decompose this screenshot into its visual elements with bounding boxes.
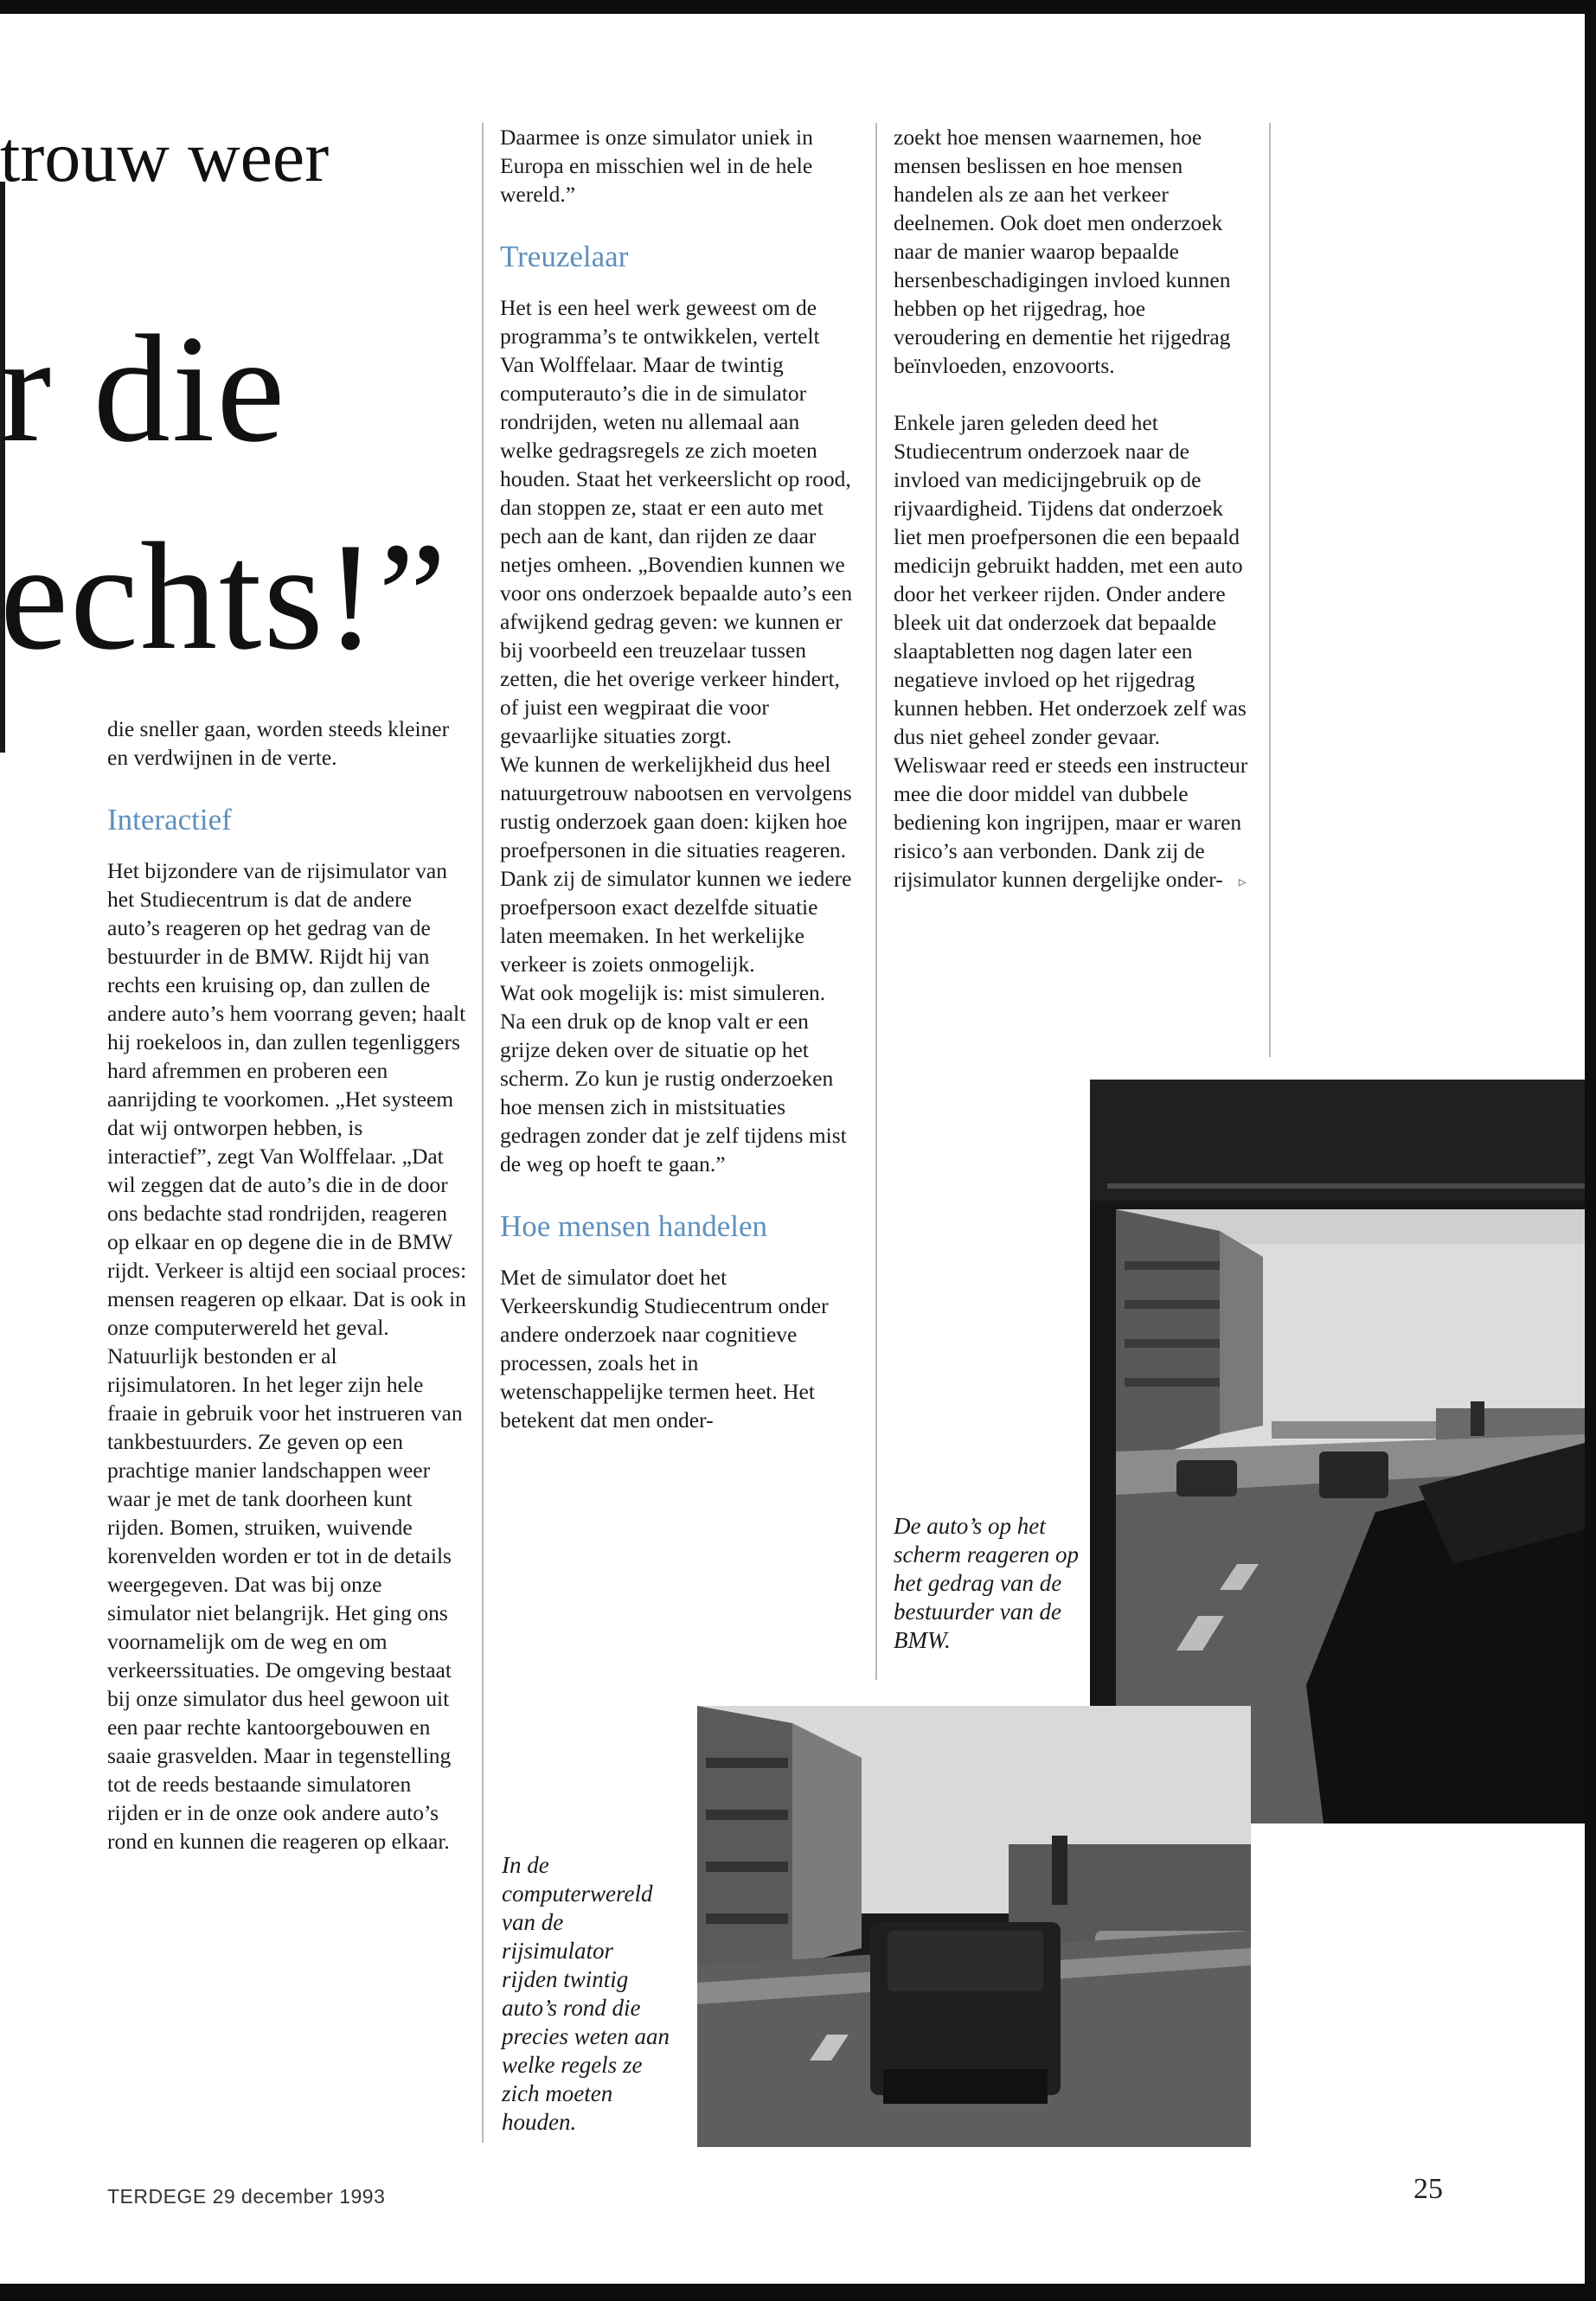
article-column-2 (500, 123, 853, 1434)
footer-publication: TERDEGE 29 december 1993 (107, 2185, 386, 2208)
column-2-paragraph-0: Daarmee is onze simulator uniek in Europa en misschien wel in de hele wereld.” (500, 125, 813, 207)
article-column-1 (107, 715, 467, 1856)
column-3-paragraph-2 (894, 408, 1248, 896)
computer-world-illustration (697, 1706, 1251, 2147)
column-1-intro: die sneller gaan, worden steeds kleiner en verdwijnen in de verte. (107, 716, 450, 770)
subhead-hoe-mensen-handelen: Hoe mensen handelen (500, 1209, 768, 1243)
column-2-paragraph-3: Wat ook mogelijk is: mist simuleren. Na een druk op de knop valt er een grijze deken over de situatie op het scherm. Zo kun je rustig onderzoeken hoe mensen zich in mistsituaties gedragen zonder dat je zelf tijdens mist de weg op hoeft te gaan.” (500, 980, 847, 1176)
column-3-paragraph-2-text: Enkele jaren geleden deed het Studiecentrum onderzoek naar de invloed van medicijngebruik op de rijvaardigheid. Tijdens dat onderzoek liet men proefpersonen die een bepaald medicijn gebruikt hadden, met een auto door het verkeer rijden. Onder andere bleek uit dat onderzoek dat bepaalde slaaptabletten nog dagen later een negatieve invloed op het rijgedrag kunnen hebben. Het onderzoek zelf was dus niet geheel zonder gevaar. Weliswaar reed er steeds een instructeur mee die door middel van dubbele bediening kon ingrijpen, maar er waren risico’s aan verbonden. Dank zij de rijsimulator kunnen dergelijke onder- (894, 410, 1248, 892)
column-3-paragraph-1: zoekt hoe mensen waarnemen, hoe mensen beslissen en hoe mensen handelen als ze aan het verkeer deelnemen. Ook doet men onderzoek naar de manier waarop bepaalde hersenbeschadigingen invloed kunnen hebben op het rijgedrag, hoe veroudering en dementie het rijgedrag beïnvloeden, enzovoorts. (894, 125, 1231, 378)
column-1-paragraph-2: Natuurlijk bestonden er al rijsimulatoren. In het leger zijn hele fraaie in gebruik voor het instrueren van tankbestuurders. Ze geven op een prachtige manier landschappen weer waar je met de tank doorheen kunt rijden. Bomen, struiken, wuivende korenvelden worden er tot in de details weergegeven. Dat was bij onze simulator niet belangrijk. Het ging ons voornamelijk om de weg en om verkeerssituaties. De omgeving bestaat bij onze simulator dus heel gewoon uit een paar rechte kantoorgebouwen en saaie grasvelden. Maar in tegenstelling tot de reeds bestaande simulatoren rijden er in de onze ook andere auto’s rond en kunnen die reageren op elkaar. (107, 1343, 463, 1854)
photo-caption-computer-world: In de computerwereld van de rijsimulator rijden twintig auto’s rond die precies weten aan welke regels ze zich moeten houden. (502, 1852, 670, 2135)
column-rule-3 (1269, 123, 1271, 1057)
headline-line-2: r die (0, 303, 287, 474)
column-1-paragraph-1: Het bijzondere van de rijsimulator van het Studiecentrum is dat de andere auto’s reageren op het gedrag van de bestuurder in de BMW. Rijdt hij van rechts een kruising op, dan zullen de andere auto’s hem voorrang geven; haalt hij roekeloos in, dan zullen tegenliggers hard afremmen en proberen een aanrijding te voorkomen. „Het systeem dat wij ontworpen hebben, is interactief”, zegt Van Wolffelaar. „Dat wil zeggen dat de auto’s die in de door ons bedachte stad rondrijden, reageren op elkaar en op degene die in de BMW rijdt. Verkeer is altijd een sociaal proces: mensen reageren op elkaar. Dat is ook in onze computerwereld het geval. (107, 858, 467, 1340)
article-column-3 (894, 123, 1248, 896)
continue-arrow-icon: ▹ (1238, 873, 1247, 890)
headline-line-3: echts!” (0, 510, 449, 682)
subhead-interactief: Interactief (107, 803, 232, 836)
scan-frame-right (1585, 0, 1596, 2301)
scan-frame-bottom (0, 2284, 1596, 2301)
column-2-paragraph-2: We kunnen de werkelijkheid dus heel natuurgetrouw nabootsen en vervolgens rustig onderzoek gaan doen: kijken hoe proefpersonen in die situaties reageren. Dank zij de simulator kunnen we iedere proefpersoon exact dezelfde situatie laten meemaken. In het werkelijke verkeer is zoiets onmogelijk. (500, 752, 852, 977)
computer-world-photo (697, 1706, 1251, 2147)
column-rule-1 (482, 123, 484, 2143)
column-2-paragraph-4: Met de simulator doet het Verkeerskundig Studiecentrum onder andere onderzoek naar cognitieve processen, zoals het in wetenschappelijke termen heet. Het betekent dat men onder- (500, 1265, 829, 1433)
subhead-treuzelaar: Treuzelaar (500, 240, 629, 273)
column-rule-2 (875, 123, 877, 1680)
photo-caption-simulator-screen: De auto’s op het scherm reageren op het gedrag van de bestuurder van de BMW. (894, 1513, 1079, 1653)
headline-line-1: trouw weer (0, 117, 330, 197)
column-2-paragraph-1: Het is een heel werk geweest om de programma’s te ontwikkelen, vertelt Van Wolffelaar. Maar de twintig computerauto’s die in de simulator rondrijden, weten nu allemaal aan welke gedragsregels ze zich moeten houden. Staat het verkeerslicht op rood, dan stoppen ze, staat er een auto met pech aan de kant, dan rijden ze daar netjes omheen. „Bovendien kunnen we voor ons onderzoek bepaalde auto’s een afwijkend gedrag geven: we kunnen er bij voorbeeld een treuzelaar tussen zetten, die het overige verkeer hindert, of juist een wegpiraat die voor gevaarlijke situaties zorgt. (500, 295, 853, 748)
page-number: 25 (1413, 2173, 1443, 2205)
scan-frame-top (0, 0, 1596, 14)
